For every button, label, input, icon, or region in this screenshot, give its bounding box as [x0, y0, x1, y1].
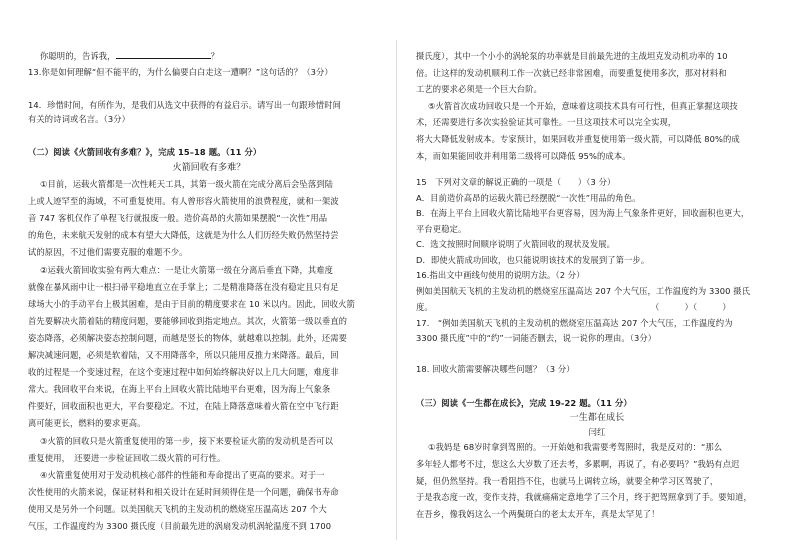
text-line: A．目前造价高昂的运载火箭已经摆脱“一次性”用品的角色。	[416, 193, 641, 203]
text-line: B．在海上平台上回收火箭比陆地平台更容易，因为海上气象条件更好，回收面积也更大，	[416, 208, 750, 219]
text-line: ②运载火箭回收实验有两大难点：一是让火箭第一级在分离后垂直下降，其难度	[40, 264, 334, 275]
question-16-line1: 16.指出文中画线句使用的说明方法。（2 分）	[416, 270, 585, 280]
essay-title: 一生都在成长	[569, 413, 625, 423]
text-line: 于是我态度一改，变作支持，我就痛痛定意地学了三个月，终于把驾照拿到了手。要知道，	[416, 492, 752, 503]
question-16-answer-blanks[interactable]: （ ）（ ）	[651, 302, 731, 312]
question-16-line2: 例如美国航天飞机的主发动机的燃烧室压温高达 207 个大气压，工作温度约为 3300 摄氏	[416, 286, 751, 296]
text-line: 使用又是另外一个问题。以美国航天飞机的主发动机的燃烧室压温高达 207 个大	[28, 503, 327, 514]
text-line: 球场大小的手动平台上极其困难，是由于目前的精度要求在 10 米以内。因此，回收火箭	[28, 298, 355, 309]
section-2-heading: （二）阅读《火箭回收有多难？》，完成 15–18 题。（11 分）	[28, 147, 262, 157]
text-line: ①我妈是 68岁时拿到驾照的。一开始她和我需要考驾照时，我是反对的：“那么	[428, 442, 723, 452]
text-line: 首先要解决火箭着陆的精度问题，要能够回收到指定地点。其次，火箭第一级以垂直的	[28, 315, 348, 326]
question-14-line1: 14．珍惜时间，有所作为，是我们从选文中获得的有益启示。请写出一句跟珍惜时间	[28, 100, 342, 110]
text-line: 气压，工作温度约为 3300 摄氏度（目前最先进的涡扇发动机涡轮温度不到 1700	[28, 521, 332, 531]
text-line: ①目前，运载火箭都是一次性耗天工具，其第一级火箭在完成分离后会坠落到陆	[40, 179, 334, 189]
text-line: D．即使火箭成功回收，也只能说明该技术的发展到了第一步。	[416, 254, 650, 265]
article-title: 火箭回收有多难？	[172, 163, 246, 173]
question-13: 13.你是如何理解“但不能平的，为什么偏要白白走这一遭啊？”这句话的？（3分）	[28, 67, 333, 77]
question-17-line1: 17. “例如美国航天飞机的主发动机的燃烧室压温高达 207 个大气压，工作温度约为	[416, 318, 733, 328]
text-line: 上或人迹罕至的海域，不可重复使用。有人曾形容火箭使用的浪费程度，就和一架波	[28, 196, 339, 207]
text-line: ⑤火箭首次成功回收只是一个开始，意味着这项技术具有可行性，但真正掌握这项技	[428, 100, 738, 111]
text-line: 就像在暴风雨中让一根扫帚平稳地直立在手掌上；二是精准降落在没有稳定且只有足	[28, 281, 339, 292]
text-line: 疑，但仍然坚持。我一看阻挡不住，也就马上调转立场，就要全种学习区驾驶了，	[416, 475, 719, 486]
essay-author: 闫红	[588, 427, 606, 437]
text-line: 多年轻人都考不过，您这么大岁数了还去考，多累啊，再说了，有必要吗？”我妈有点迟	[416, 458, 740, 469]
text-line: 重复使用， 还要进一步检证回收二级火箭的可行性。	[28, 452, 226, 463]
question-16-line3: 度。	[416, 302, 433, 312]
text-line: 平台更稳定。	[416, 223, 467, 234]
text-line: 收的过程是一个变速过程，在这个变速过程中如何始终解决好以上几大问题，难度非	[28, 367, 339, 378]
text-line: 在吾乡，像我妈这么一个两鬓斑白的老太太开车，真是太罕见了！	[416, 509, 660, 520]
text-line: 离可能更长，燃料的要求更高。	[28, 418, 146, 429]
text-line: ③火箭的回收只是火箭重复使用的第一步，接下来要检证火箭的发动机是否可以	[40, 435, 334, 446]
text-line: 本，而如果能回收并利用第二级将可以降低 95%的成本。	[416, 150, 631, 161]
passage-line: 你聪明的，告诉我， ？	[40, 51, 219, 61]
question-17-line2: 3300 摄氏度”中的“约”一词能否删去，说一说你的理由。（3分）	[416, 333, 657, 343]
question-15: 15 下列对文章的解说正确的一项是（ ）（3 分）	[416, 177, 616, 187]
text-line: 倍。让这样的发动机顺利工作一次就已经非常困难，而要重复使用多次，那对材料和	[416, 67, 727, 78]
text-line: 次性使用的火箭来说，保证材料和相关设计在延时间须得住是一个问题，确保书寿命	[28, 486, 339, 497]
text-line: 音 747 客机仅作了单程飞行就报废一般。造价高昂的火箭如果摆脱“一次性”用品	[28, 213, 328, 224]
text-line: C．选文按照时间顺序说明了火箭回收的现状及发展。	[416, 239, 616, 250]
text-line: 件要好，回收面积也更大，平台要稳定。不过，在陆上降落意味着火箭在空中飞行距	[28, 401, 339, 412]
text-line: 解决减速问题，必须是软着陆，又不用降落伞，所以只能用反推力来降落。最后，回	[28, 350, 339, 360]
text-line: ④火箭重复使用对于发动机核心部件的性能和寿命提出了更高的要求。对于一	[40, 469, 325, 480]
text-line: 将大大降低发射成本。专家预计，如果回收并重复使用第一级火箭，可以降低 80%的成	[416, 134, 740, 144]
text-line: 的角色，未来航天发射的成本有望大大降低，这就是为什么人们历经失败仍然坚持尝	[28, 230, 339, 241]
text-line: 摄氏度），其中一个小小的涡轮泵的功率就是目前最先进的主战坦克发动机功率的 10	[416, 51, 728, 61]
text-line: 试的原因，不过他们需要克服的难题不少。	[28, 247, 188, 258]
answer-blank[interactable]	[116, 50, 211, 59]
text-line: 常大。我回收平台来说，在海上平台上回收火箭比陆地平台更难，因为海上气象条	[28, 384, 331, 395]
column-divider	[396, 40, 397, 540]
text-line: 姿态降落，必须解决姿态控制问题，而越是竖长的物体，就越难以控制。此外，还需要	[28, 332, 348, 343]
text-line: 工艺的要求必须是一个巨大台阶。	[416, 84, 542, 95]
question-14-line2: 有关的诗词或名言。（3分）	[28, 114, 130, 124]
section-3-heading: （三）阅读《一生都在成长》，完成 19-22 题。（11 分）	[416, 398, 632, 408]
question-18: 18. 回收火箭需要解决哪些问题？（3 分）	[416, 364, 575, 374]
text-line: 术，还需要进行多次实验验证其可靠性。一旦这项技术可以完全实现，	[416, 117, 677, 128]
